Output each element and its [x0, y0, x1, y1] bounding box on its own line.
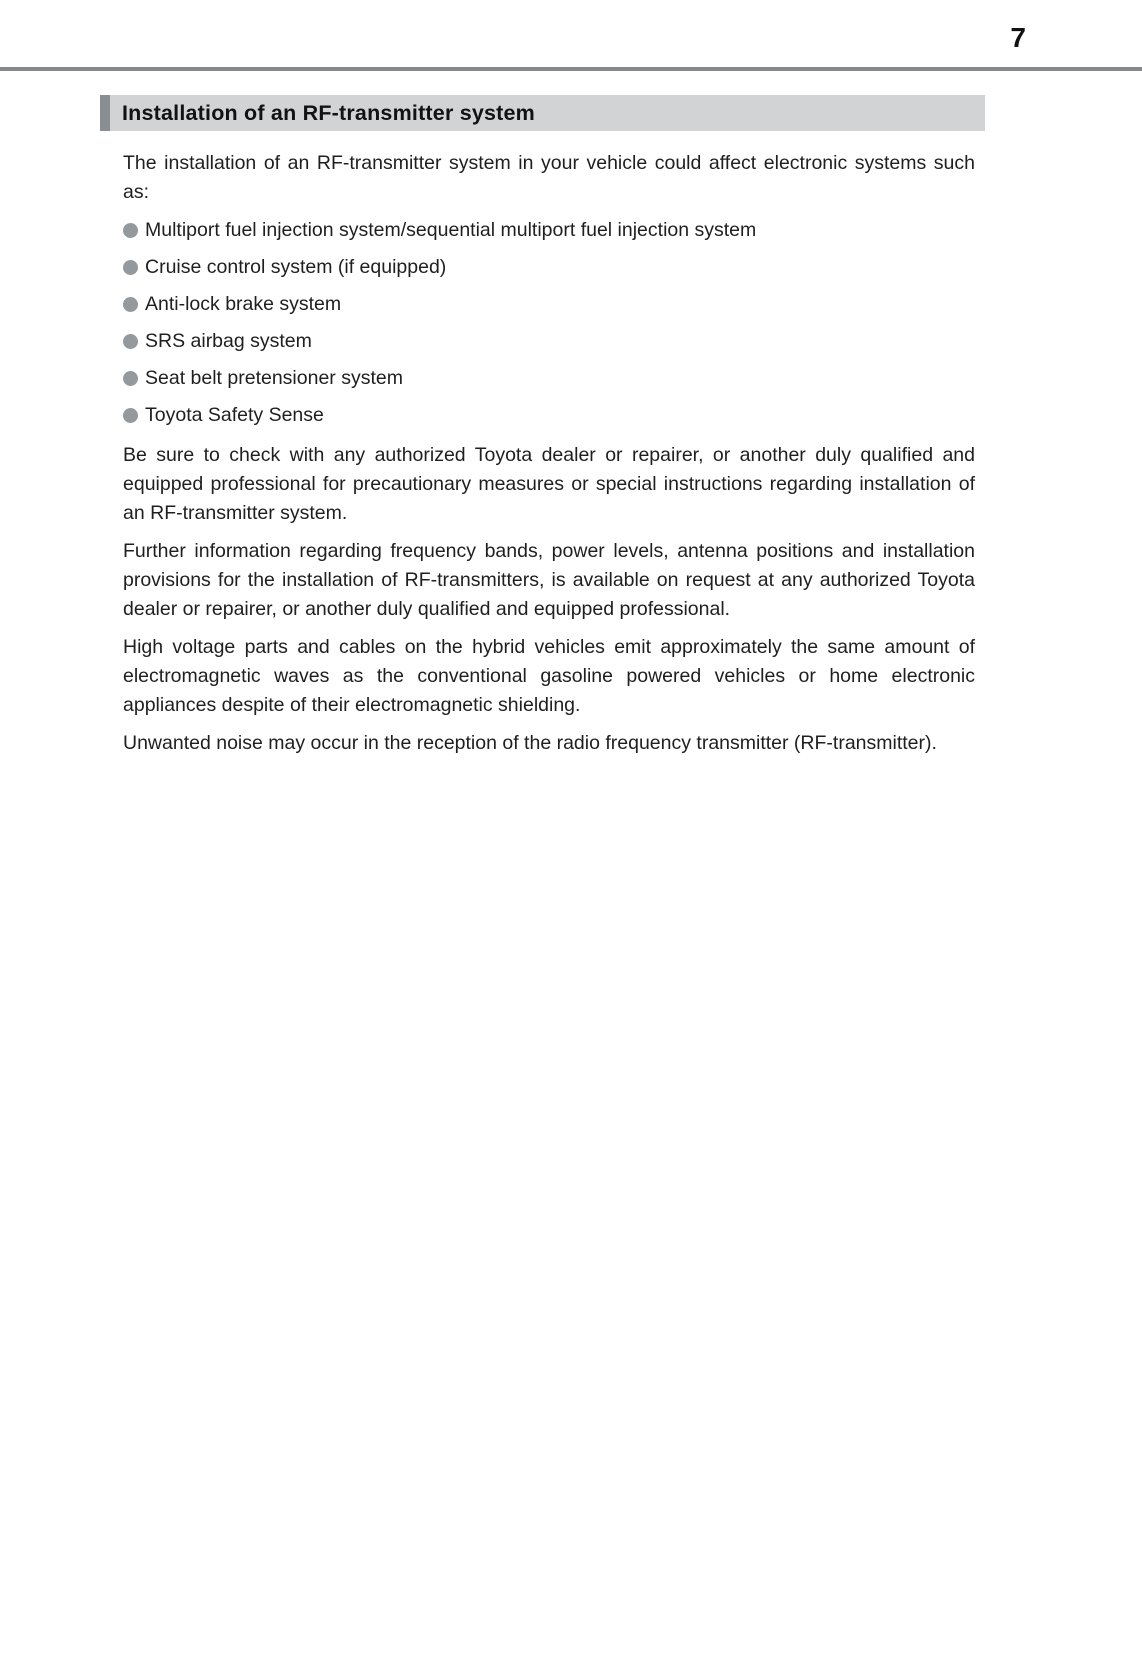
list-item-label: Multiport fuel injection system/sequential multiport fuel injection system [145, 219, 757, 241]
bullet-icon [123, 223, 138, 238]
list-item [123, 401, 975, 430]
list-item-label: Toyota Safety Sense [145, 404, 324, 426]
list-item-label: Cruise control system (if equipped) [145, 256, 447, 278]
list-item [123, 327, 975, 356]
list-item [123, 290, 975, 319]
list-item-label: SRS airbag system [145, 330, 312, 352]
bullet-icon [123, 371, 138, 386]
body-paragraph: Be sure to check with any authorized Toyota dealer or repairer, or another duly qualified and equipped professional for precautionary measures or special instructions regarding installation of an RF-transmitter system. [123, 444, 975, 524]
document-content [100, 95, 985, 767]
list-item [123, 253, 975, 282]
bullet-icon [123, 260, 138, 275]
bullet-icon [123, 408, 138, 423]
body-paragraph: High voltage parts and cables on the hybrid vehicles emit approximately the same amount of electromagnetic waves as the conventional gasoline powered vehicles or home electronic appliances despite of their electromagnetic shielding. [123, 636, 975, 716]
page-number: 7 [1010, 22, 1026, 53]
bullet-icon [123, 297, 138, 312]
body-paragraph: Further information regarding frequency bands, power levels, antenna positions and installation provisions for the installation of RF-transmitters, is available on request at any authorized Toyota dealer or repairer, or another duly qualified and equipped professional. [123, 540, 975, 620]
section-header-accent-bar [100, 95, 110, 131]
header-rule [0, 67, 1142, 71]
section-title: Installation of an RF-transmitter system [122, 101, 535, 125]
body-paragraph: Unwanted noise may occur in the reception of the radio frequency transmitter (RF-transmitter). [123, 732, 937, 754]
list-item [123, 364, 975, 393]
list-item-label: Anti-lock brake system [145, 293, 342, 315]
section-header [100, 95, 985, 131]
bullet-list [123, 216, 975, 430]
section-body [123, 149, 975, 758]
list-item-label: Seat belt pretensioner system [145, 367, 403, 389]
list-item [123, 216, 975, 245]
bullet-icon [123, 334, 138, 349]
body-paragraph-intro: The installation of an RF-transmitter system in your vehicle could affect electronic systems such as: [123, 152, 975, 203]
